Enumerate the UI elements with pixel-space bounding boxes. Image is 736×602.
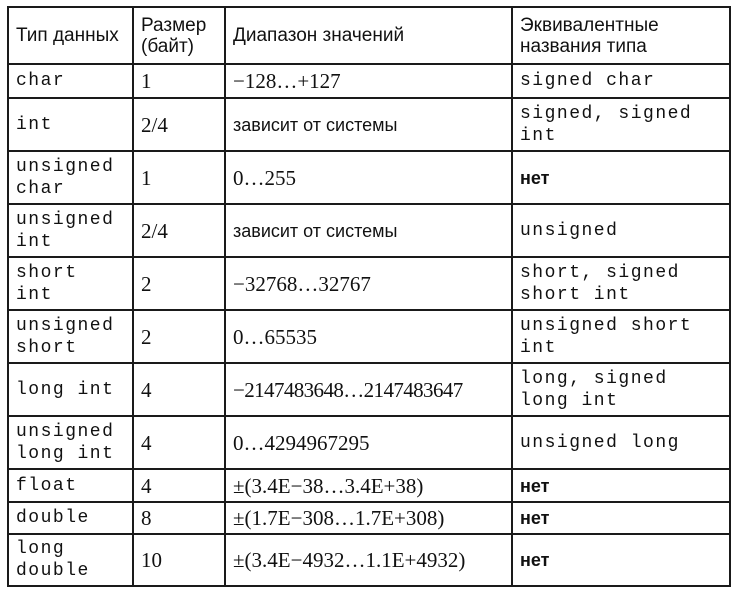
- cell-range: ±(3.4E−4932…1.1E+4932): [225, 534, 512, 586]
- cell-type: char: [8, 64, 133, 98]
- cell-type: double: [8, 502, 133, 534]
- table-row: [8, 469, 730, 502]
- table-row: [8, 502, 730, 534]
- cell-type: unsigned int: [8, 204, 133, 257]
- cell-type: long double: [8, 534, 133, 586]
- cell-equiv: short, signed short int: [512, 257, 730, 310]
- cell-type: unsigned long int: [8, 416, 133, 469]
- table-row: [8, 64, 730, 98]
- cell-range: 0…255: [225, 151, 512, 204]
- cell-range: зависит от системы: [225, 204, 512, 257]
- header-range: Диапазон значений: [225, 7, 512, 64]
- cell-equiv: unsigned short int: [512, 310, 730, 363]
- cell-type: int: [8, 98, 133, 151]
- cell-range: −32768…32767: [225, 257, 512, 310]
- cell-size: 2/4: [133, 98, 225, 151]
- cell-range: 0…65535: [225, 310, 512, 363]
- cell-size: 4: [133, 416, 225, 469]
- header-type: Тип данных: [8, 7, 133, 64]
- header-row: [8, 7, 730, 64]
- cell-range: −128…+127: [225, 64, 512, 98]
- cell-size: 4: [133, 363, 225, 416]
- cell-size: 1: [133, 151, 225, 204]
- cell-range: 0…4294967295: [225, 416, 512, 469]
- cell-equiv: нет: [512, 469, 730, 502]
- header-equiv: Эквивалентные названия типа: [512, 7, 730, 64]
- cell-equiv: нет: [512, 502, 730, 534]
- cell-size: 2: [133, 310, 225, 363]
- cell-size: 10: [133, 534, 225, 586]
- cell-type: unsigned char: [8, 151, 133, 204]
- cell-range: зависит от системы: [225, 98, 512, 151]
- cell-type: float: [8, 469, 133, 502]
- table-row: [8, 98, 730, 151]
- cell-equiv: long, signed long int: [512, 363, 730, 416]
- table-row: [8, 257, 730, 310]
- header-size: Размер (байт): [133, 7, 225, 64]
- cell-type: short int: [8, 257, 133, 310]
- cell-size: 4: [133, 469, 225, 502]
- cell-equiv: signed char: [512, 64, 730, 98]
- table-row: [8, 416, 730, 469]
- cell-equiv: unsigned long: [512, 416, 730, 469]
- cell-size: 1: [133, 64, 225, 98]
- cell-range: ±(1.7E−308…1.7E+308): [225, 502, 512, 534]
- cell-type: unsigned short: [8, 310, 133, 363]
- cell-range: −2147483648…2147483647: [225, 363, 512, 416]
- cell-equiv: unsigned: [512, 204, 730, 257]
- table-row: [8, 363, 730, 416]
- cell-equiv: signed, signed int: [512, 98, 730, 151]
- cell-size: 2/4: [133, 204, 225, 257]
- cell-equiv: нет: [512, 151, 730, 204]
- cell-range: ±(3.4E−38…3.4E+38): [225, 469, 512, 502]
- cell-equiv: нет: [512, 534, 730, 586]
- table-row: [8, 310, 730, 363]
- table-row: [8, 534, 730, 586]
- cell-type: long int: [8, 363, 133, 416]
- table-row: [8, 204, 730, 257]
- data-types-table: [7, 6, 731, 587]
- cell-size: 2: [133, 257, 225, 310]
- table-row: [8, 151, 730, 204]
- cell-size: 8: [133, 502, 225, 534]
